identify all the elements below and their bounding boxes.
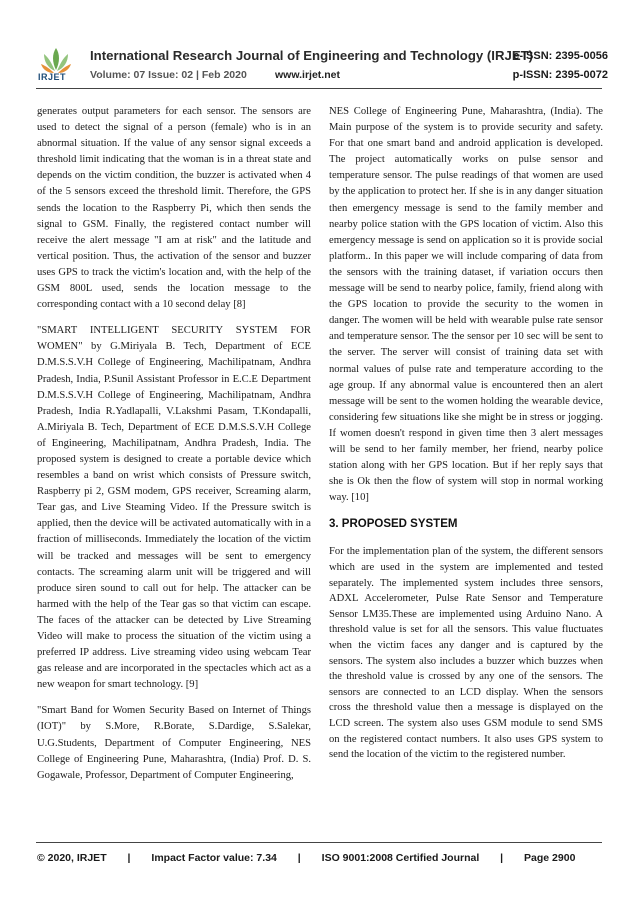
paragraph: "Smart Band for Women Security Based on Internet of Things (IOT)" by S.More, R.Borate, S.Dardige, S.Salekar, U.G.Students, Department of Computer Engineering, NES College of Engineering Pune, Maharashtra, (India) Prof. D. S. Gogawale, Professor, Department of Computer Engineering,: [37, 705, 311, 781]
footer-separator: |: [500, 852, 504, 864]
page-number: Page 2900: [524, 852, 576, 864]
volume-issue: Volume: 07 Issue: 02 | Feb 2020: [90, 69, 247, 81]
impact-factor: Impact Factor value: 7.34: [151, 852, 277, 864]
page-footer: [37, 852, 603, 864]
iso-certification: ISO 9001:2008 Certified Journal: [321, 852, 480, 864]
e-issn: e-ISSN: 2395-0056: [513, 50, 608, 62]
footer-divider: [36, 842, 602, 843]
p-issn: p-ISSN: 2395-0072: [512, 69, 608, 81]
paragraph: For the implementation plan of the system, the different sensors which are used in the system are implemented and tested separately. The implemented system includes three sensors, ADXL Accelerometer, Pulse Rate Sensor and Temperature Sensor LM35.These are implemented using Arduino Nano. A threshold value is set for all the sensors. This value fluctuates when the victim faces any danger and is captured by the sensors. The system also includes a buzzer which buzzes when the threshold value is crossed by any one of the sensors. The sensors are connected to an LCD display. When the sensors cross the threshold value then a message is displayed on the LCD screen. The system also uses GSM module to send SMS on the registered contact numbers. It also uses GPS system to send the location of the victim to the registered number.: [329, 546, 603, 761]
footer-separator: |: [297, 852, 301, 864]
paragraph: generates output parameters for each sensor. The sensors are used to detect the signal of a person (female) who is in an abnormal situation. If the value of any sensor signal exceeds a threshold limit indicating that the woman is in a threat state and depends on the victim condition, the buzzer is activated when 4 of the 5 sensors exceed the threshold limit. Therefore, the GPS sends the location to the Raspberry Pi, which then sends the signal to GSM. Finally, the registered contact number will receive the alert message "I am at risk" and the latitude and vertical position. Thus, the activation of the sensor and buzzer uses GPS to track the victim's location and, with the help of the GSM 800L used, sends the location message to the corresponding contact with a 10 second delay [8]: [37, 106, 311, 311]
paragraph: NES College of Engineering Pune, Maharashtra, (India). The Main purpose of the system is to provide security and safety. For that one smart band and android application is developed. The project automatically works on pulse sensor and temperature sensor. The pulse readings of that women are used by the application to protect her. If she is in any danger situation then emergency message is send to the family member and nearby police station with the GPS location of victim. Also this emergency message is send on application so it is provide social platform.. In this paper we will include comparing of data from the sensors with the training dataset, if variation occurs then message will be send to nearby police, family, friend along with the GPS location to provide the security to the women in danger. The women will be held with wearable pulse rate sensor and temperature sensor. The the sensor per 10 sec will be sent to the server. The server will consist of training data set with normal values of pulse rate and temperature according to the age group. If any abnormal value is encountered then an alert message will be sent to the women holding the wearable device, considering few situations like she might be in stress or jogging. If women doesn't respond in given time then 3 alert messages will be send to her family member, her friend, nearby police station along with her GPS location. But if her reply says that she is Ok then the flow of system will stop in normal working way. [10]: [329, 106, 603, 504]
page-header: [0, 0, 638, 92]
header-divider: [36, 88, 602, 89]
left-column: [37, 104, 311, 794]
journal-website-link[interactable]: www.irjet.net: [275, 69, 340, 81]
section-heading: 3. PROPOSED SYSTEM: [329, 518, 458, 531]
logo-text: IRJET: [38, 72, 67, 82]
footer-separator: |: [127, 852, 131, 864]
right-column: [329, 104, 603, 773]
copyright: © 2020, IRJET: [37, 852, 107, 864]
paragraph: "SMART INTELLIGENT SECURITY SYSTEM FOR WOMEN" by G.Miriyala B. Tech, Department of ECE D.M.S.S.V.H College of Engineering, Machilipatnam, Andhra Pradesh, India, P.Sunil Assistant Professor in E.C.E Department D.M.S.S.V.H College of Engineering, Machilipatnam, Andhra Pradesh, India R.Yadlapalli, V.Lakshmi Pasam, T.Kondapalli, A.Miriyala B. Tech, Department of ECE D.M.S.S.V.H College of Engineering, Machilipatnam, Andhra Pradesh, India. The proposed system is designed to create a portable device which resembles a band on wrist which consists of Pressure switch, Raspberry pi 2, GSM modem, GPS receiver, Screaming alarm, Tear gas, and Live Steaming Video. If the Pressure switch is applied, then the device will be activated automatically with in a fraction of milliseconds. Immediately the location of the victim will be tracked and messages will be sent to emergency contacts. The screaming alarm unit will be triggered and will produce siren sound to call out for help. The attacker can be harmed with the help of the Tear gas so that victim can escape. The faces of the attacker can be detected by Live Streaming Video will make to process the situation of the victim using a preferred IP address. Live streaming video using webcam Tear gas release and are incorporated in the spectacles which act as a new weapon for smart technology. [9]: [37, 325, 311, 691]
journal-title: International Research Journal of Engineering and Technology (IRJET): [90, 48, 534, 63]
